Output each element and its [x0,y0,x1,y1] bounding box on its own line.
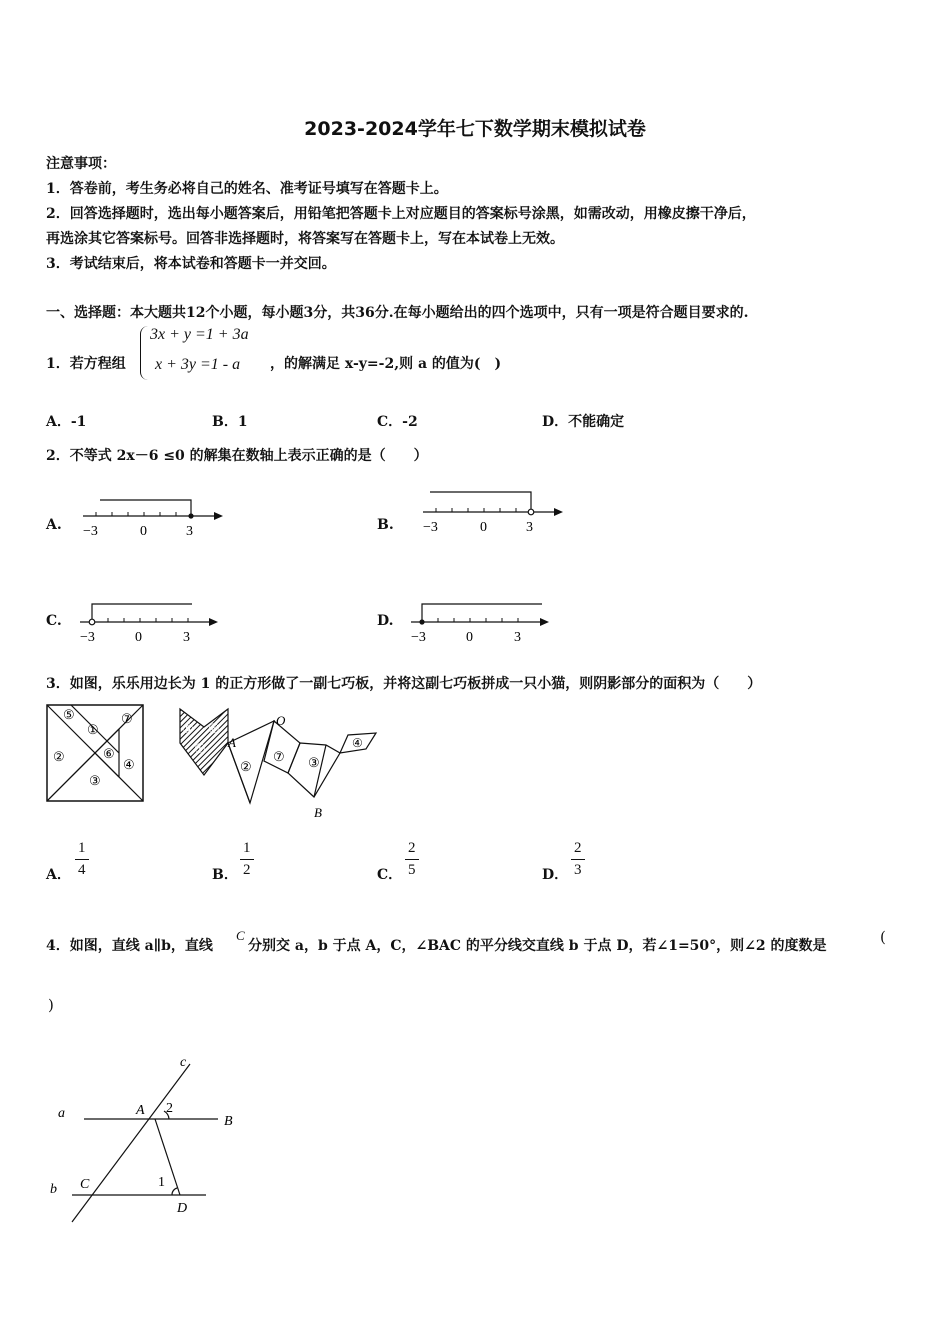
tick-label: 0 [135,630,142,645]
denominator: 3 [574,862,582,878]
label-line-a: a [58,1106,65,1121]
q4-line-c-symbol: C [236,928,245,943]
q1-brace [140,326,149,380]
cat-label-b: B [314,805,322,820]
label-angle-1: 1 [158,1175,165,1190]
denominator: 5 [408,862,416,878]
number-line-c [75,596,225,648]
cat-label-o: O [276,713,286,728]
page-title: 2023-2024学年七下数学期末模拟试卷 [304,118,646,140]
label-point-a: A [136,1103,145,1118]
label-point-c: C [80,1177,90,1192]
label-line-c: c [180,1055,187,1070]
tick-label: 3 [526,520,533,535]
label-line-b: b [50,1182,57,1197]
q1-option-d: D．不能确定 [542,414,625,430]
notice-heading: 注意事项： [46,156,116,172]
tick-label: −3 [80,630,95,645]
label-point-b: B [224,1114,233,1129]
q3-option-d-letter: D． [542,867,569,883]
label-angle-2: 2 [166,1101,173,1116]
q1-equation-1: 3x + y =1 + 3a [150,326,249,343]
q1-tail: ，的解满足 x-y=-2,则 a 的值为( ) [270,356,502,372]
cat-piece-label: ③ [308,755,320,770]
q4-text-end: 分别交 a，b 于点 A，C，∠BAC 的平分线交直线 b 于点 D，若∠1=50°，则∠2 的度数是 [248,938,827,954]
notice-item: 再选涂其它答案标号。回答非选择题时，将答案写在答题卡上，写在本试卷上无效。 [46,231,564,247]
tick-label: 3 [183,630,190,645]
q1-lead: 1．若方程组 [46,356,126,372]
q3-option-a-letter: A． [46,867,71,883]
tangram-piece-label: ⑦ [121,711,133,726]
q3-option-c-letter: C． [377,867,403,883]
number-line-a [78,490,228,542]
q2-label-a: A. [46,517,62,533]
numerator: 2 [571,840,585,860]
notice-item: 2．回答选择题时，选出每小题答案后，用铅笔把答题卡上对应题目的答案标号涂黑，如需改动，用橡皮擦干净后， [46,206,756,222]
tangram-piece-label: ⑤ [63,707,75,722]
denominator: 4 [78,862,86,878]
tick-label: 0 [140,524,147,539]
tangram-piece-label: ⑥ [103,746,115,761]
numerator: 1 [240,840,254,860]
q2-label-b: B. [377,517,394,533]
tick-label: −3 [83,524,98,539]
q2-label-c: C. [46,613,62,629]
tangram-piece-label: ② [53,749,65,764]
q1-equation-2: x + 3y =1 - a [155,356,241,373]
q3-option-b-letter: B． [212,867,238,883]
q3-option-c-fraction [405,840,419,879]
tick-label: 0 [480,520,487,535]
q3-option-a-fraction [75,840,89,879]
q2-label-d: D. [377,613,394,629]
q3-option-d-fraction [571,840,585,879]
cat-label-a: A [228,735,236,750]
tangram-piece-label: ③ [89,773,101,788]
number-line-d [406,596,556,648]
notice-item: 3．考试结束后，将本试卷和答题卡一并交回。 [46,256,336,272]
tangram-cat-figure [176,703,381,828]
tangram-piece-label: ④ [123,757,135,772]
tangram-square-figure [45,703,145,803]
cat-piece-label: ④ [352,736,363,750]
number-line-b [418,486,568,538]
cat-piece-label: ⑤ [182,721,194,736]
q4-open-paren: ( [880,928,886,946]
q2-text: 2．不等式 2x－6 ≤0 的解集在数轴上表示正确的是（ ） [46,448,428,464]
cat-piece-label: ① [194,741,206,756]
q1-option-c: C．-2 [377,414,418,430]
q1-option-a: A．-1 [46,414,87,430]
cat-piece-label: ⑥ [208,721,220,736]
q4-close-paren: ) [48,996,54,1014]
q1-option-b: B．1 [212,414,248,430]
q3-option-b-fraction [240,840,254,879]
q3-text: 3．如图，乐乐用边长为 1 的正方形做了一副七巧板，并将这副七巧板拼成一只小猫，则阴影部分的面积为（ ） [46,676,762,692]
numerator: 2 [405,840,419,860]
denominator: 2 [243,862,251,878]
cat-piece-label: ② [240,759,252,774]
tick-label: 3 [514,630,521,645]
tick-label: 0 [466,630,473,645]
tick-label: −3 [423,520,438,535]
tangram-piece-label: ① [87,722,99,737]
q4-text-start: 4．如图，直线 a∥b，直线 [46,938,213,954]
numerator: 1 [75,840,89,860]
section-heading: 一、选择题：本大题共12个小题，每小题3分，共36分.在每小题给出的四个选项中，只有一项是符合题目要求的. [46,305,749,321]
tick-label: −3 [411,630,426,645]
label-point-d: D [177,1201,188,1216]
parallel-lines-figure [40,1050,250,1230]
notice-item: 1．答卷前，考生务必将自己的姓名、准考证号填写在答题卡上。 [46,181,448,197]
cat-piece-label: ⑦ [273,749,285,764]
tick-label: 3 [186,524,193,539]
